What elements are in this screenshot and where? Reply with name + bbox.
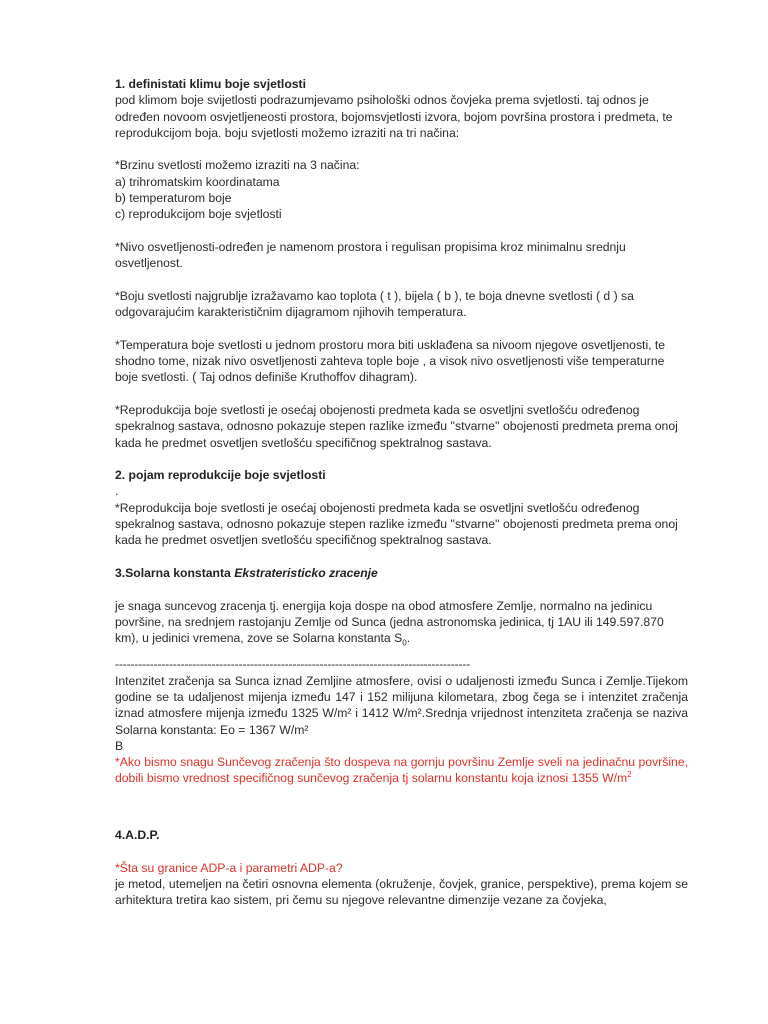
section-2-heading: 2. pojam reprodukcije boje svjetlosti: [115, 468, 326, 483]
solar-constant-sub: 0: [402, 638, 407, 648]
dash-divider: --------------------------------------------------------------------------------------------: [115, 657, 470, 672]
temperatura-paragraph: *Temperatura boje svetlosti u jednom prostoru mora biti usklađena sa nivoom njegove osvetljenosti, te shodno tome, nizak nivo osvetljenosti zahteva tople boje , a visok nivo osvetljenosti više temperaturne boje svetlosti. ( Taj odnos definiše Kruthoffov dihagram).: [115, 337, 666, 385]
red-paragraph-sup: 2: [627, 770, 632, 780]
solar-constant-text: je snaga suncevog zracenja tj. energija koja dospe na obod atmosfere Zemlje, normalno na jedinicu površine, na srednjem rastojanju Zemlje od Sunca (jedna astronomska jedinica, tj 1AU ili 149.597.870 km), u jedinici vremena, zove se Solarna konstanta S: [115, 598, 664, 646]
list-item-c: c) reprodukcijom boje svjetlosti: [115, 207, 282, 222]
section-3-heading-bold: 3.Solarna konstanta: [115, 565, 235, 580]
intenzitet-paragraph: Intenzitet zračenja sa Sunca iznad Zemljine atmosfere, ovisi o udaljenosti između Sunca i Zemlje.Tijekom godine se ta udaljenost mijenja između 147 i 152 milijuna kilometara, zbog čega se i intenzitet zračenja iznad atmosfere mijenja između 1325 W/m² i 1412 W/m².Srednja vrijednost intenziteta zračenja se naziva Solarna konstanta: Eo = 1367 W/m²: [115, 673, 688, 737]
section-4-heading: 4.A.D.P.: [115, 828, 160, 843]
boju-paragraph: *Boju svetlosti najgrublje izražavamo kao toplota ( t ), bijela ( b ), te boja dnevne svetlosti ( d ) sa odgovarajućim karakterističnim dijagramom njihovih temperatura.: [115, 288, 634, 320]
section-3-heading: [115, 565, 688, 581]
adp-paragraph: je metod, utemeljen na četiri osnovna elementa (okruženje, čovjek, granice, perspektive), prema kojem se arhitektura tretira kao sistem, pri čemu su njegove relevantne dimenzije vezane za čovjeka,: [115, 876, 688, 908]
red-paragraph: [115, 754, 688, 787]
solar-constant-paragraph: [115, 598, 688, 647]
section-1-heading: 1. definistati klimu boje svjetlosti: [115, 77, 306, 91]
nivo-paragraph: *Nivo osvetljenosti-određen je namenom prostora i regulisan propisima kroz minimalnu srednju osvetljenost.: [115, 239, 626, 271]
list-item-b: b) temperaturom boje: [115, 191, 232, 206]
section-1-intro: pod klimom boje svijetlosti podrazumjevamo psihološki odnos čovjeka prema svjetlosti. taj odnos je određen novoom osvjetljeneosti prostora, bojomsvjetlosti izvora, bojom površina prostora i predmeta, te reprodukcijom boja. boju svjetlosti možemo izraziti na tri načina:: [115, 93, 673, 140]
solar-constant-end: .: [406, 631, 411, 646]
list-item-a: a) trihromatskim koordinatama: [115, 174, 280, 189]
red-paragraph-text: *Ako bismo snagu Sunčevog zračenja što dospeva na gornju površinu Zemlje sveli na jedinačnu površine, dobili bismo vrednost specifičnog sunčevog zračenja tj solarnu konstantu koja iznosi 1355 W/m: [115, 755, 688, 786]
adp-question: *Šta su granice ADP-a i parametri ADP-a?: [115, 860, 343, 875]
brzinu-line: *Brzinu svetlosti možemo izraziti na 3 načina:: [115, 158, 360, 173]
section-2-dot: .: [115, 484, 119, 499]
section-2-paragraph: *Reprodukcija boje svetlosti je osećaj obojenosti predmeta kada se osvetljni svetlošću određenog spekralnog sastava, odnosno pokazuje stepen razlike između ''stvarne'' obojenosti predmeta prema onoj kada he predmet osvetljen svetlošću specifičnog spektralnog sastava.: [115, 500, 678, 548]
b-letter: B: [115, 738, 124, 753]
section-3-heading-italic: Ekstrateristicko zracenje: [234, 565, 378, 580]
reprodukcija-paragraph: *Reprodukcija boje svetlosti je osećaj obojenosti predmeta kada se osvetljni svetlošću određenog spekralnog sastava, odnosno pokazuje stepen razlike između ''stvarne'' obojenosti predmeta prema onoj kada he predmet osvetljen svetlošću specifičnog spektralnog sastava.: [115, 402, 678, 450]
